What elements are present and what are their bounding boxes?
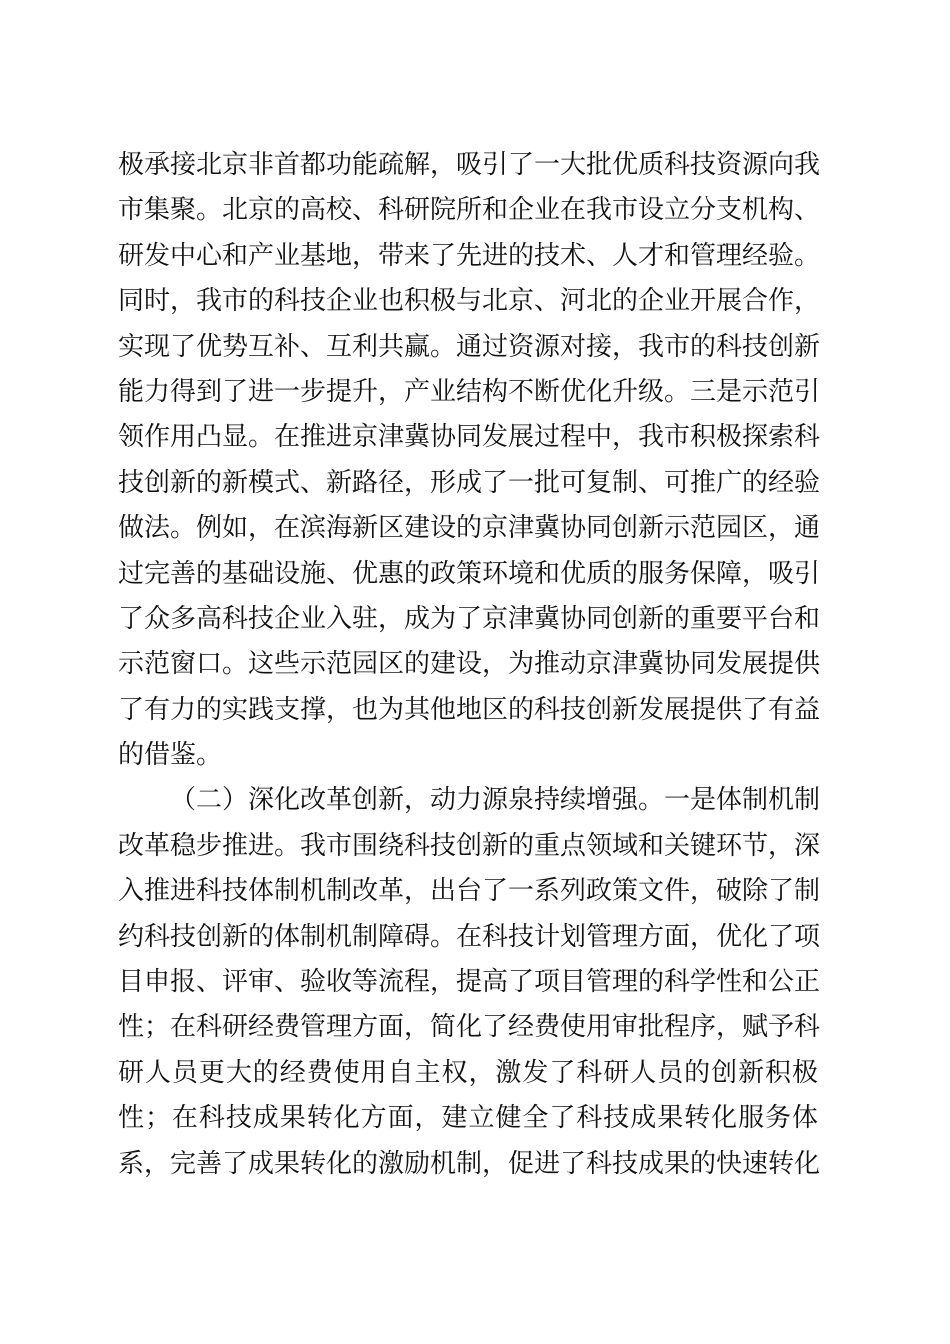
- text-line-12: 示范窗口。这些示范园区的建设，为推动京津冀协同发展提供: [118, 649, 821, 680]
- text-line-9: 做法。例如，在滨海新区建设的京津冀协同创新示范园区，通: [118, 513, 821, 544]
- text-line-21: 研人员更大的经费使用自主权，激发了科研人员的创新积极: [118, 1057, 818, 1088]
- text-line-20: 性；在科研经费管理方面，简化了经费使用审批程序，赋予科: [118, 1012, 821, 1043]
- text-line-3: 研发中心和产业基地，带来了先进的技术、人才和管理经验。: [118, 240, 821, 271]
- body-text: [118, 143, 821, 1187]
- section-heading-line: （二）深化改革创新，动力源泉持续增强。一是体制机制: [170, 785, 821, 816]
- text-line-17: 入推进科技体制机制改革，出台了一系列政策文件，破除了制: [118, 876, 821, 907]
- text-line-19: 目申报、评审、验收等流程，提高了项目管理的科学性和公正: [118, 967, 821, 998]
- text-line-11: 了众多高科技企业入驻，成为了京津冀协同创新的重要平台和: [118, 603, 821, 634]
- text-line-22: 性；在科技成果转化方面，建立健全了科技成果转化服务体: [118, 1103, 818, 1134]
- text-line-2: 市集聚。北京的高校、科研院所和企业在我市设立分支机构、: [118, 195, 821, 226]
- text-line-4: 同时，我市的科技企业也积极与北京、河北的企业开展合作，: [118, 286, 821, 317]
- text-line-16: 改革稳步推进。我市围绕科技创新的重点领域和关键环节，深: [118, 830, 821, 861]
- text-line-5: 实现了优势互补、互利共赢。通过资源对接，我市的科技创新: [118, 331, 821, 362]
- text-line-6: 能力得到了进一步提升，产业结构不断优化升级。三是示范引: [118, 376, 821, 407]
- text-line-7: 领作用凸显。在推进京津冀协同发展过程中，我市积极探索科: [118, 422, 821, 453]
- text-line-8: 技创新的新模式、新路径，形成了一批可复制、可推广的经验: [118, 467, 821, 498]
- text-line-23: 系，完善了成果转化的激励机制，促进了科技成果的快速转化: [118, 1148, 821, 1179]
- text-line-18: 约科技创新的体制机制障碍。在科技计划管理方面，优化了项: [118, 921, 821, 952]
- text-line-10: 过完善的基础设施、优惠的政策环境和优质的服务保障，吸引: [118, 558, 821, 589]
- text-line-13: 了有力的实践支撑，也为其他地区的科技创新发展提供了有益: [118, 694, 821, 725]
- text-line-14: 的借鉴。: [118, 740, 223, 771]
- text-line-1: 极承接北京非首都功能疏解，吸引了一大批优质科技资源向我: [118, 150, 821, 180]
